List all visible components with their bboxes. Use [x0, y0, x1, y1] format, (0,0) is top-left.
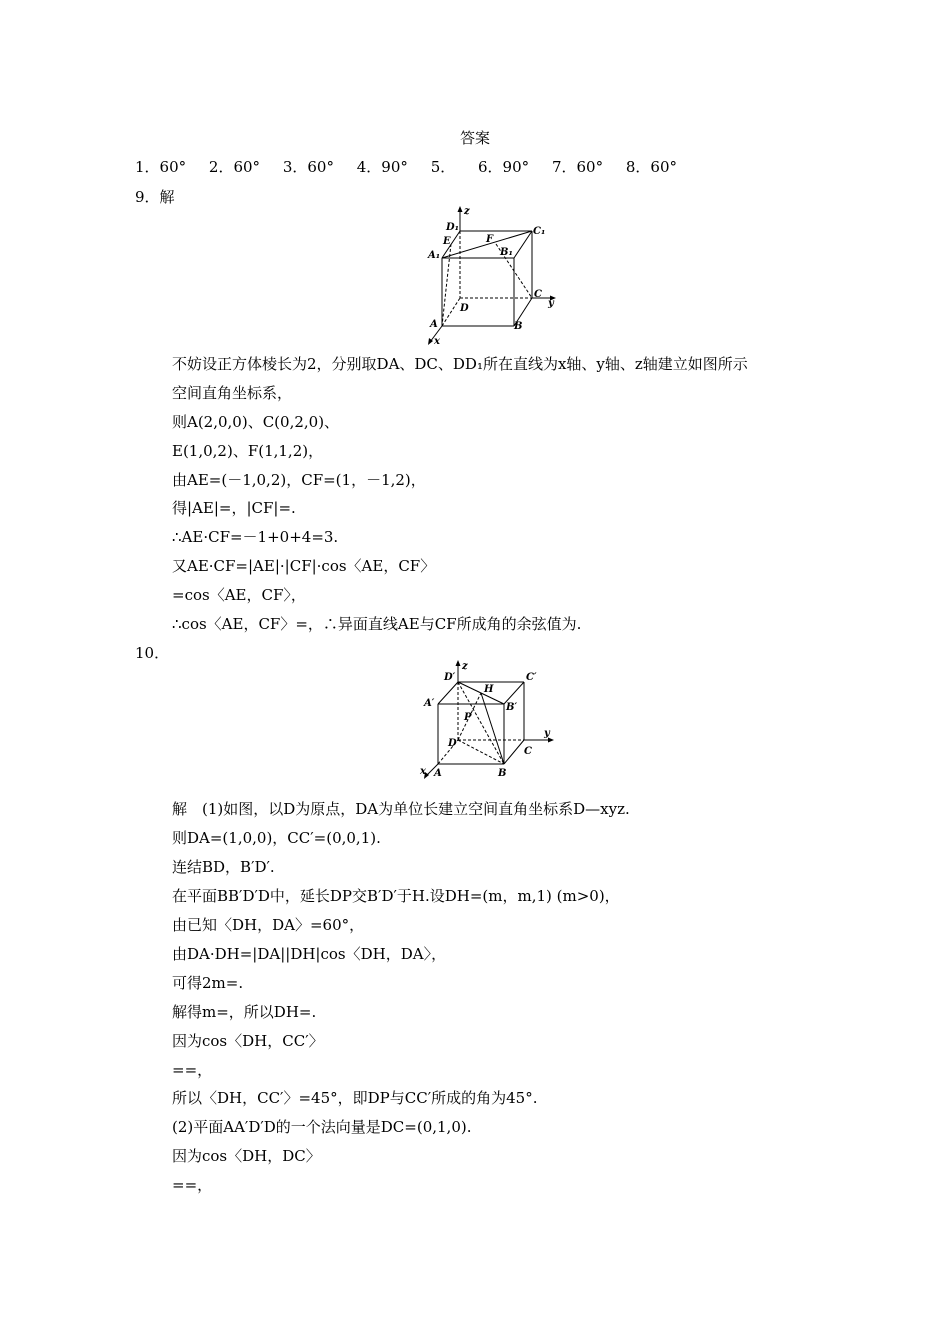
q9-line: 空间直角坐标系， — [172, 384, 293, 402]
fig10-label-d: D — [448, 738, 457, 749]
fig9-label-d1: D₁ — [446, 222, 460, 233]
q10-line: 则DA=(1,0,0)，CC′=(0,0,1). — [172, 829, 381, 847]
q10-line: 因为cos〈DH，DC〉 — [172, 1147, 321, 1165]
q10-line: 由已知〈DH，DA〉=60°， — [172, 916, 365, 934]
q10-cube-figure — [418, 658, 568, 780]
q9-line: ∴cos〈AE，CF〉=，∴异面直线AE与CF所成角的余弦值为. — [172, 615, 582, 633]
fig9-label-b1: B₁ — [500, 247, 513, 258]
q9-label: 9．解 — [135, 188, 175, 206]
answer-item: 6．90° — [478, 158, 530, 176]
fig10-label-b: B — [498, 768, 507, 779]
fig9-label-c: C — [534, 289, 542, 300]
answer-item: 1．60° — [135, 158, 187, 176]
q10-line: 所以〈DH，CC′〉=45°，即DP与CC′所成的角为45°. — [172, 1089, 538, 1107]
answer-item: 5． — [430, 158, 456, 176]
q9-line: 由AE=(－1,0,2)，CF=(1，－1,2)， — [172, 471, 426, 489]
q9-line: 则A(2,0,0)、C(0,2,0)、 — [172, 413, 340, 431]
cube-diagram — [418, 658, 568, 780]
fig10-label-a: A — [434, 768, 442, 779]
fig10-label-z: z — [462, 661, 468, 672]
q10-line: 因为cos〈DH，CC′〉 — [172, 1032, 324, 1050]
q9-line: 又AE·CF=|AE|·|CF|·cos〈AE，CF〉 — [172, 557, 436, 575]
q10-line: (2)平面AA′D′D的一个法向量是DC=(0,1,0). — [172, 1118, 472, 1136]
section-title: 答案 — [459, 129, 490, 147]
q10-line: 解得m=，所以DH=. — [172, 1003, 317, 1021]
answer-item: 7．60° — [551, 158, 604, 176]
fig9-label-f: F — [486, 234, 494, 245]
fig10-label-y: y — [544, 728, 550, 739]
answer-item: 8．60° — [625, 158, 677, 176]
q10-line: ==， — [172, 1061, 213, 1079]
q10-line: 可得2m=. — [172, 974, 244, 992]
q10-label: 10． — [135, 644, 170, 662]
q10-line: 在平面BB′D′D中，延长DP交B′D′于H.设DH=(m，m,1) (m>0)， — [172, 887, 620, 905]
q10-line: 由DA·DH=|DA||DH|cos〈DH，DA〉， — [172, 945, 447, 963]
answer-item: 4．90° — [356, 158, 408, 176]
fig9-label-a: A — [430, 319, 438, 330]
answer-item: 3．60° — [282, 158, 334, 176]
q9-line: ∴AE·CF=－1+0+4=3. — [172, 528, 339, 546]
fig10-label-x: x — [420, 766, 426, 777]
fig9-label-z: z — [464, 206, 470, 217]
fig10-label-c: C — [524, 746, 532, 757]
fig9-label-e: E — [443, 236, 451, 247]
q9-line: 不妨设正方体棱长为2，分别取DA、DC、DD₁所在直线为x轴、y轴、z轴建立如图所示 — [172, 355, 748, 373]
answer-item: 2．60° — [208, 158, 261, 176]
answer-list — [135, 157, 695, 177]
q9-line: E(1,0,2)、F(1,1,2)， — [172, 442, 324, 460]
q9-line: 得|AE|=，|CF|=. — [172, 499, 296, 517]
fig10-label-dp: D′ — [444, 672, 456, 683]
cube-diagram — [420, 202, 570, 347]
fig10-label-ap: A′ — [424, 698, 435, 709]
q10-line: 连结BD，B′D′. — [172, 858, 275, 876]
q10-line: 解 (1)如图，以D为原点，DA为单位长建立空间直角坐标系D—xyz. — [172, 800, 630, 818]
fig9-label-a1: A₁ — [428, 250, 441, 261]
fig9-label-c1: C₁ — [533, 226, 546, 237]
q9-cube-figure — [420, 202, 570, 347]
q10-line: ==， — [172, 1176, 213, 1194]
fig10-label-h: H — [484, 684, 494, 695]
q9-line: =cos〈AE，CF〉， — [172, 586, 306, 604]
fig9-label-x: x — [434, 336, 440, 347]
fig9-label-b: B — [514, 321, 523, 332]
fig10-label-cp: C′ — [526, 672, 537, 683]
fig10-label-p: P — [464, 712, 472, 723]
fig9-label-y: y — [548, 298, 554, 309]
fig9-label-d: D — [460, 303, 469, 314]
fig10-label-bp: B′ — [506, 702, 518, 713]
